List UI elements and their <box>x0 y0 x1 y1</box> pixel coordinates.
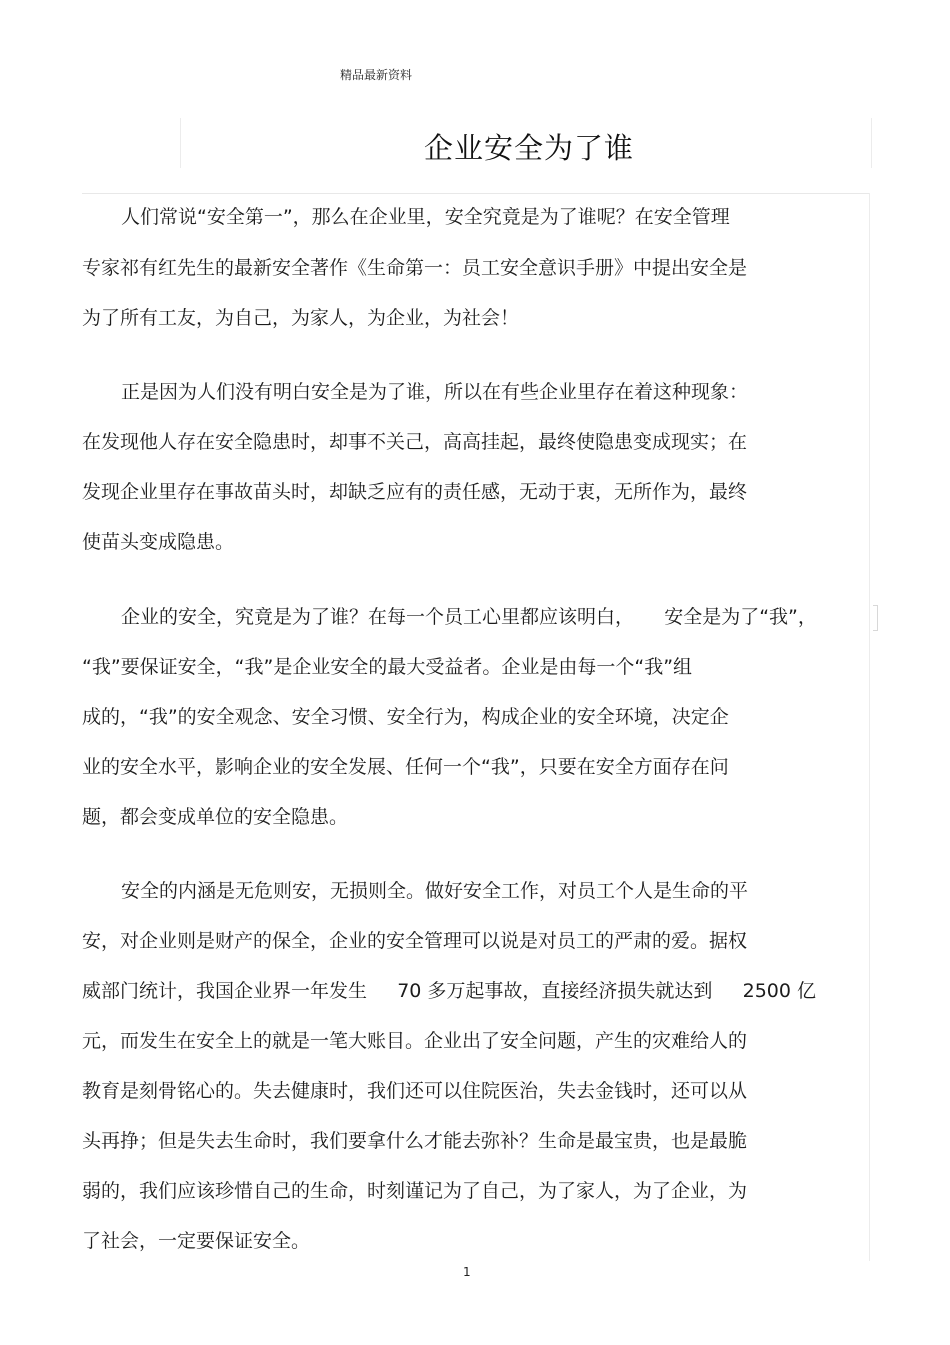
paragraph-line: 安全的内涵是无危则安，无损则全。做好安全工作，对员工个人是生命的平 <box>121 880 749 902</box>
paragraph-line: 企业的安全，究竟是为了谁？在每一个员工心里都应该明白， 安全是为了“我”， <box>121 606 817 628</box>
paragraph-line: “我”要保证安全，“我”是企业安全的最大受益者。企业是由每一个“我”组 <box>82 656 693 678</box>
paragraph-line: 专家祁有红先生的最新安全著作《生命第一：员工安全意识手册》中提出安全是 <box>82 257 748 279</box>
paragraph-line: 业的安全水平，影响企业的安全发展、任何一个“我”，只要在安全方面存在问 <box>82 756 729 778</box>
paragraph-line: 正是因为人们没有明白安全是为了谁，所以在有些企业里存在着这种现象： <box>121 381 749 403</box>
paragraph-line: 题，都会变成单位的安全隐患。 <box>82 806 349 828</box>
paragraph-line: 教育是刻骨铭心的。失去健康时，我们还可以住院医治，失去金钱时，还可以从 <box>82 1080 748 1102</box>
paragraph-line: 安，对企业则是财产的保全，企业的安全管理可以说是对员工的严肃的爱。据权 <box>82 930 748 952</box>
document-title-text: 企业安全为了谁 <box>423 131 634 165</box>
bracket-mark <box>873 605 878 631</box>
paragraph-line: 使苗头变成隐患。 <box>82 531 235 553</box>
paragraph-line: 弱的，我们应该珍惜自己的生命，时刻谨记为了自己，为了家人，为了企业，为 <box>82 1180 748 1202</box>
paragraph-line: 在发现他人存在安全隐患时，却事不关己，高高挂起，最终使隐患变成现实；在 <box>82 431 748 453</box>
paragraph-line: 了社会，一定要保证安全。 <box>82 1230 311 1252</box>
paragraph-line: 发现企业里存在事故苗头时，却缺乏应有的责任感，无动于衷，无所作为，最终 <box>82 481 748 503</box>
paragraph-line: 头再挣；但是失去生命时，我们要拿什么才能去弥补？生命是最宝贵，也是最脆 <box>82 1130 748 1152</box>
paragraph-line: 成的，“我”的安全观念、安全习惯、安全行为，构成企业的安全环境，决定企 <box>82 706 729 728</box>
content-frame-top-rule <box>82 193 870 194</box>
paragraph-line: 元，而发生在安全上的就是一笔大账目。企业出了安全问题，产生的灾难给人的 <box>82 1030 748 1052</box>
paragraph-line: 人们常说“安全第一”，那么在企业里，安全究竟是为了谁呢？在安全管理 <box>121 206 730 228</box>
title-frame <box>180 118 872 168</box>
paragraph-line: 为了所有工友，为自己，为家人，为企业，为社会！ <box>82 307 520 329</box>
page-number: 1 <box>463 1265 471 1279</box>
paragraph-line: 威部门统计，我国企业界一年发生 70 多万起事故，直接经济损失就达到 2500 亿 <box>82 980 817 1002</box>
document-title <box>181 126 871 167</box>
content-frame-right-rule <box>869 193 870 1261</box>
page-header-note: 精品最新资料 <box>340 68 413 82</box>
